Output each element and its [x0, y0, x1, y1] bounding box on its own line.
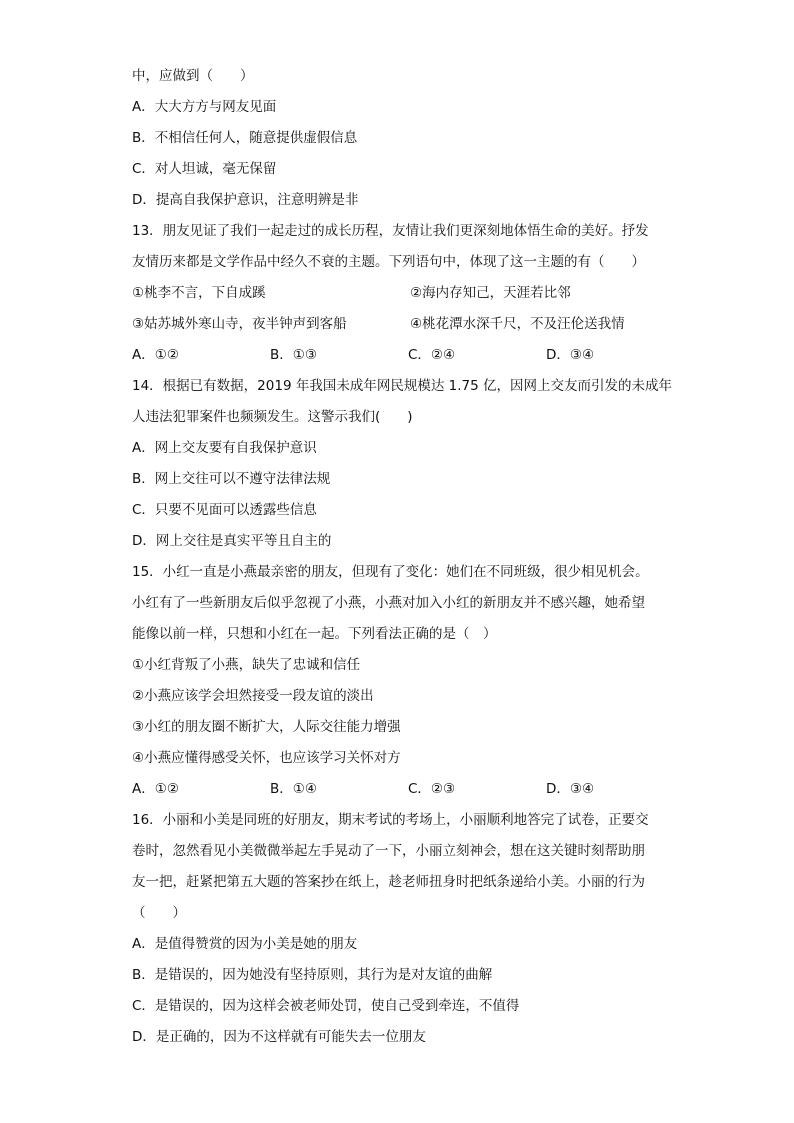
statement-1: ①小红背叛了小燕，缺失了忠诚和信任 [132, 657, 361, 673]
question-stem: 能像以前一样，只想和小红在一起。下列看法正确的是（ ） [132, 626, 497, 642]
option-c: C．对人坦诚，毫无保留 [132, 161, 277, 177]
option-a: A．大大方方与网友见面 [132, 99, 277, 115]
statement-row [132, 281, 672, 312]
question-stem: 卷时，忽然看见小美微微举起左手晃动了一下，小丽立刻神会，想在这关键时刻帮助朋 [132, 843, 645, 859]
option-b: B．是错误的，因为她没有坚持原则，其行为是对友谊的曲解 [132, 967, 493, 983]
question-stem: 13．朋友见证了我们一起走过的成长历程，友情让我们更深刻地体悟生命的美好。抒发 [132, 223, 649, 239]
statement-3: ③姑苏城外寒山寺，夜半钟声到客船 [132, 316, 347, 332]
question-stem: 友一把，赶紧把第五大题的答案抄在纸上，趁老师扭身时把纸条递给小美。小丽的行为 [132, 874, 645, 890]
question-13 [132, 219, 672, 374]
option-a: A．①② [132, 781, 179, 797]
statement-2: ②小燕应该学会坦然接受一段友谊的淡出 [132, 688, 374, 704]
question-15 [132, 560, 672, 808]
statement-row [132, 312, 672, 343]
statement-3: ③小红的朋友圈不断扩大，人际交往能力增强 [132, 719, 401, 735]
option-d: D．③④ [546, 781, 595, 797]
option-d: D．③④ [546, 347, 595, 363]
option-d: D．网上交往是真实平等且自主的 [132, 533, 332, 549]
page-content [132, 64, 672, 1056]
option-b: B．网上交往可以不遵守法律法规 [132, 471, 331, 487]
option-d: D．是正确的，因为不这样就有可能失去一位朋友 [132, 1029, 426, 1045]
question-stem: 小红有了一些新朋友后似乎忽视了小燕，小燕对加入小红的新朋友并不感兴趣，她希望 [132, 595, 645, 611]
question-16 [132, 808, 672, 1056]
question-stem: 人违法犯罪案件也频频发生。这警示我们( ) [132, 409, 413, 425]
statement-2: ②海内存知己，天涯若比邻 [410, 285, 571, 301]
question-stem: 中，应做到（ ） [132, 68, 254, 84]
question-12 [132, 64, 672, 219]
question-14 [132, 374, 672, 560]
option-c: C．②④ [408, 347, 456, 363]
statement-4: ④桃花潭水深千尺，不及汪伦送我情 [410, 316, 625, 332]
question-stem: 14．根据已有数据，2019 年我国未成年网民规模达 1.75 亿，因网上交友而引发的未成年 [132, 378, 672, 394]
options-row [132, 343, 672, 374]
question-stem: 16．小丽和小美是同班的好朋友，期末考试的考场上，小丽顺利地答完了试卷，正要交 [132, 812, 649, 828]
option-b: B．不相信任何人，随意提供虚假信息 [132, 130, 358, 146]
option-a: A．网上交友要有自我保护意识 [132, 440, 317, 456]
question-stem: （ ） [132, 905, 186, 921]
option-c: C．②③ [408, 781, 456, 797]
question-stem: 15．小红一直是小燕最亲密的朋友，但现有了变化：她们在不同班级，很少相见机会。 [132, 564, 649, 580]
option-b: B．①④ [270, 781, 317, 797]
option-a: A．是值得赞赏的因为小美是她的朋友 [132, 936, 358, 952]
options-row [132, 777, 672, 808]
option-a: A．①② [132, 347, 179, 363]
option-c: C．是错误的，因为这样会被老师处罚，使自己受到牵连，不值得 [132, 998, 520, 1014]
option-b: B．①③ [270, 347, 317, 363]
statement-4: ④小燕应懂得感受关怀，也应该学习关怀对方 [132, 750, 401, 766]
option-d: D．提高自我保护意识，注意明辨是非 [132, 192, 359, 208]
statement-1: ①桃李不言，下自成蹊 [132, 285, 266, 301]
option-c: C．只要不见面可以透露些信息 [132, 502, 317, 518]
question-stem: 友情历来都是文学作品中经久不衰的主题。下列语句中，体现了这一主题的有（ ） [132, 254, 645, 270]
